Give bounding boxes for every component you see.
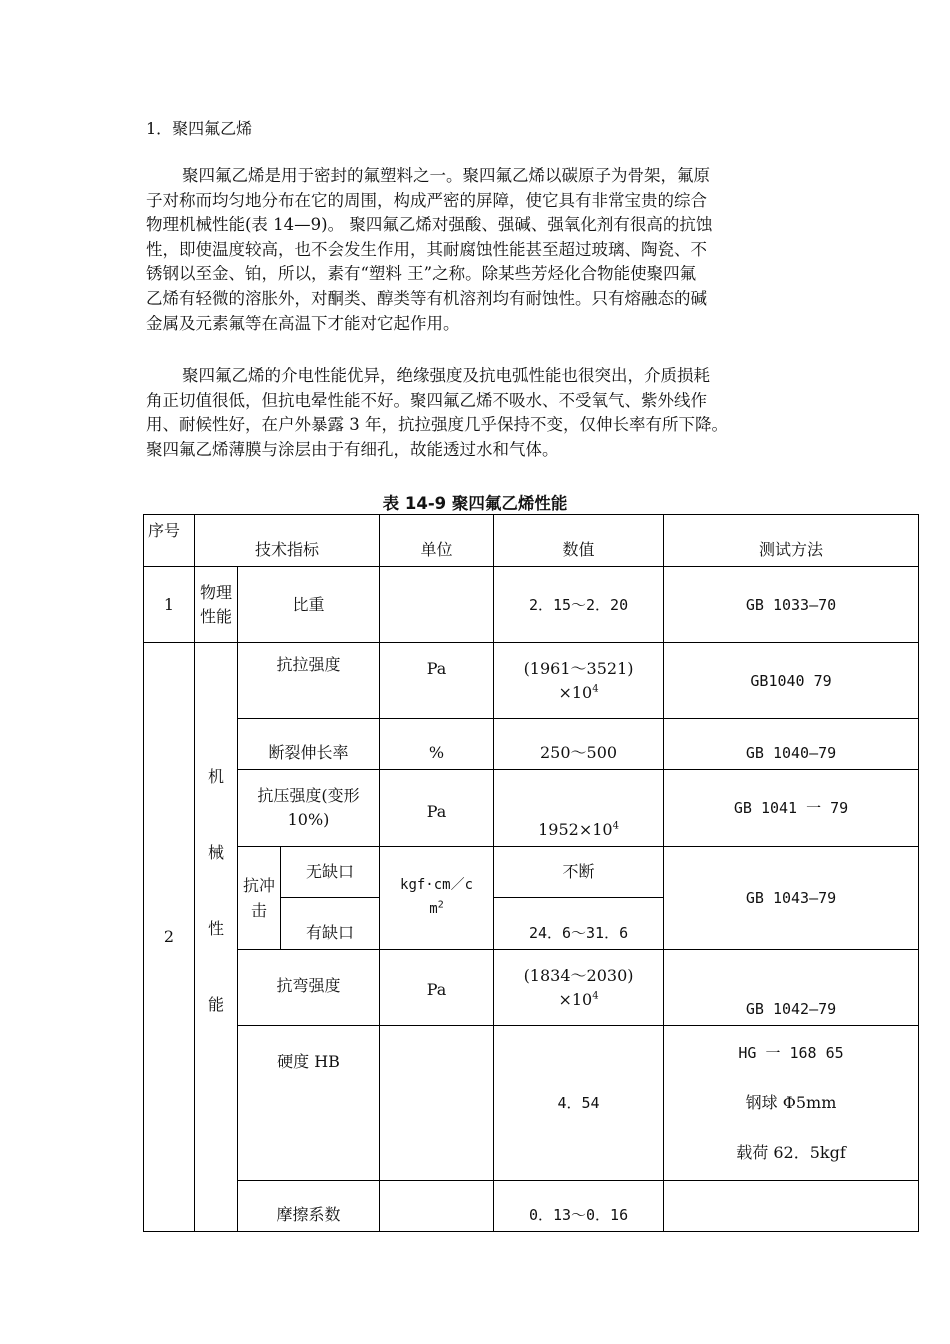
impact-group: 抗冲击 bbox=[238, 847, 281, 950]
value-line: $\times 10^4$ bbox=[558, 682, 599, 702]
indicator-cell: 断裂伸长率 bbox=[238, 719, 380, 770]
paragraph-line: 聚四氟乙烯是用于密封的氟塑料之一。聚四氟乙烯以碳原子为骨架，氟原 bbox=[182, 166, 710, 185]
header-row bbox=[144, 515, 919, 567]
category-physical: 物理性能 bbox=[195, 567, 238, 643]
value-cell bbox=[494, 950, 664, 1026]
unit-cell bbox=[380, 1026, 494, 1181]
table-row bbox=[144, 719, 919, 770]
paragraph-line: 用、耐候性好，在户外暴露 3 年，抗拉强度几乎保持不变，仅伸长率有所下降。 bbox=[146, 415, 728, 435]
indicator-cell: 抗拉强度 bbox=[238, 643, 380, 719]
unit-line: kgf·cm／c bbox=[400, 877, 474, 893]
method-cell bbox=[664, 1181, 919, 1232]
indicator-cell bbox=[238, 770, 380, 847]
value-line: (1834～2030) bbox=[523, 965, 634, 985]
indicator-cell: 比重 bbox=[238, 567, 380, 643]
unit-cell: % bbox=[380, 719, 494, 770]
indicator-cell: 无缺口 bbox=[281, 847, 380, 898]
paragraph-line: 物理机械性能(表 14—9)。 聚四氟乙烯对强酸、强碱、强氧化剂有很高的抗蚀 bbox=[146, 215, 713, 235]
value-line: (1961～3521) bbox=[523, 658, 634, 678]
method-line: 钢球 Φ5mm bbox=[745, 1093, 837, 1112]
value-cell: 250～500 bbox=[494, 719, 664, 770]
unit-cell bbox=[380, 847, 494, 950]
indicator-cell: 摩擦系数 bbox=[238, 1181, 380, 1232]
method-cell: GB 1043—79 bbox=[664, 847, 919, 950]
paragraph-1 bbox=[146, 164, 806, 336]
table-caption: 表 14-9 聚四氟乙烯性能 bbox=[382, 494, 568, 513]
table-row bbox=[144, 770, 919, 847]
unit-cell bbox=[380, 1181, 494, 1232]
method-line: HG 一 168 65 bbox=[738, 1044, 844, 1062]
method-cell: GB 1033—70 bbox=[664, 567, 919, 643]
header-method: 测试方法 bbox=[664, 515, 919, 567]
value-cell: 24．6～31．6 bbox=[494, 898, 664, 950]
paragraph-line: 角正切值很低，但抗电晕性能不好。聚四氟乙烯不吸水、不受氧气、紫外线作 bbox=[146, 390, 707, 410]
value-cell bbox=[494, 643, 664, 719]
table-row bbox=[144, 567, 919, 643]
category-char: 能 bbox=[207, 995, 224, 1014]
unit-cell: Pa bbox=[380, 770, 494, 847]
value-cell: 不断 bbox=[494, 847, 664, 898]
method-cell: GB 1042—79 bbox=[664, 950, 919, 1026]
category-char: 性 bbox=[207, 919, 224, 938]
paragraph-line: 金属及元素氟等在高温下才能对它起作用。 bbox=[146, 313, 460, 333]
value-cell: 4．54 bbox=[494, 1026, 664, 1181]
unit-cell: Pa bbox=[380, 643, 494, 719]
seq-cell: 2 bbox=[144, 643, 195, 1232]
category-char: 械 bbox=[207, 843, 224, 862]
paragraph-2 bbox=[146, 364, 806, 462]
method-cell: GB 1040—79 bbox=[664, 719, 919, 770]
paragraph-line: 聚四氟乙烯的介电性能优异，绝缘强度及抗电弧性能也很突出，介质损耗 bbox=[182, 366, 710, 385]
unit-cell: Pa bbox=[380, 950, 494, 1026]
unit-cell bbox=[380, 567, 494, 643]
paragraph-line: 子对称而均匀地分布在它的周围，构成严密的屏障，使它具有非常宝贵的综合 bbox=[146, 190, 707, 210]
method-cell: GB1040 79 bbox=[664, 643, 919, 719]
table-row bbox=[144, 847, 919, 898]
category-char: 机 bbox=[207, 767, 224, 786]
section-heading: 1．聚四氟乙烯 bbox=[146, 119, 253, 138]
indicator-cell: 硬度 HB bbox=[238, 1026, 380, 1181]
value-cell: 0．13～0．16 bbox=[494, 1181, 664, 1232]
table-row bbox=[144, 643, 919, 719]
header-value: 数值 bbox=[494, 515, 664, 567]
value-cell: $1952\times 10^4$ bbox=[494, 770, 664, 847]
header-seq: 序号 bbox=[144, 515, 195, 567]
header-indicator: 技术指标 bbox=[195, 515, 380, 567]
properties-table bbox=[143, 514, 919, 1232]
header-unit: 单位 bbox=[380, 515, 494, 567]
table-row bbox=[144, 950, 919, 1026]
method-line: 载荷 62．5kgf bbox=[736, 1143, 846, 1162]
indicator-line: 10%) bbox=[287, 810, 330, 829]
table-row bbox=[144, 1026, 919, 1181]
indicator-line: 抗压强度(变形 bbox=[257, 786, 360, 805]
value-cell: 2．15～2．20 bbox=[494, 567, 664, 643]
table-row bbox=[144, 1181, 919, 1232]
paragraph-line: 乙烯有轻微的溶胀外，对酮类、醇类等有机溶剂均有耐蚀性。只有熔融态的碱 bbox=[146, 288, 707, 308]
paragraph-line: 聚四氟乙烯薄膜与涂层由于有细孔，故能透过水和气体。 bbox=[146, 439, 559, 459]
method-cell bbox=[664, 1026, 919, 1181]
value-line: $\times 10^4$ bbox=[558, 989, 599, 1009]
paragraph-line: 性，即使温度较高，也不会发生作用，其耐腐蚀性能甚至超过玻璃、陶瓷、不 bbox=[146, 239, 707, 259]
seq-cell: 1 bbox=[144, 567, 195, 643]
unit-line: $m^2$ bbox=[429, 899, 444, 917]
indicator-cell: 抗弯强度 bbox=[238, 950, 380, 1026]
category-mechanical bbox=[195, 643, 238, 1232]
indicator-cell: 有缺口 bbox=[281, 898, 380, 950]
method-cell: GB 1041 一 79 bbox=[664, 770, 919, 847]
paragraph-line: 锈钢以至金、铂，所以，素有“塑料 王”之称。除某些芳烃化合物能使聚四氟 bbox=[146, 264, 697, 284]
